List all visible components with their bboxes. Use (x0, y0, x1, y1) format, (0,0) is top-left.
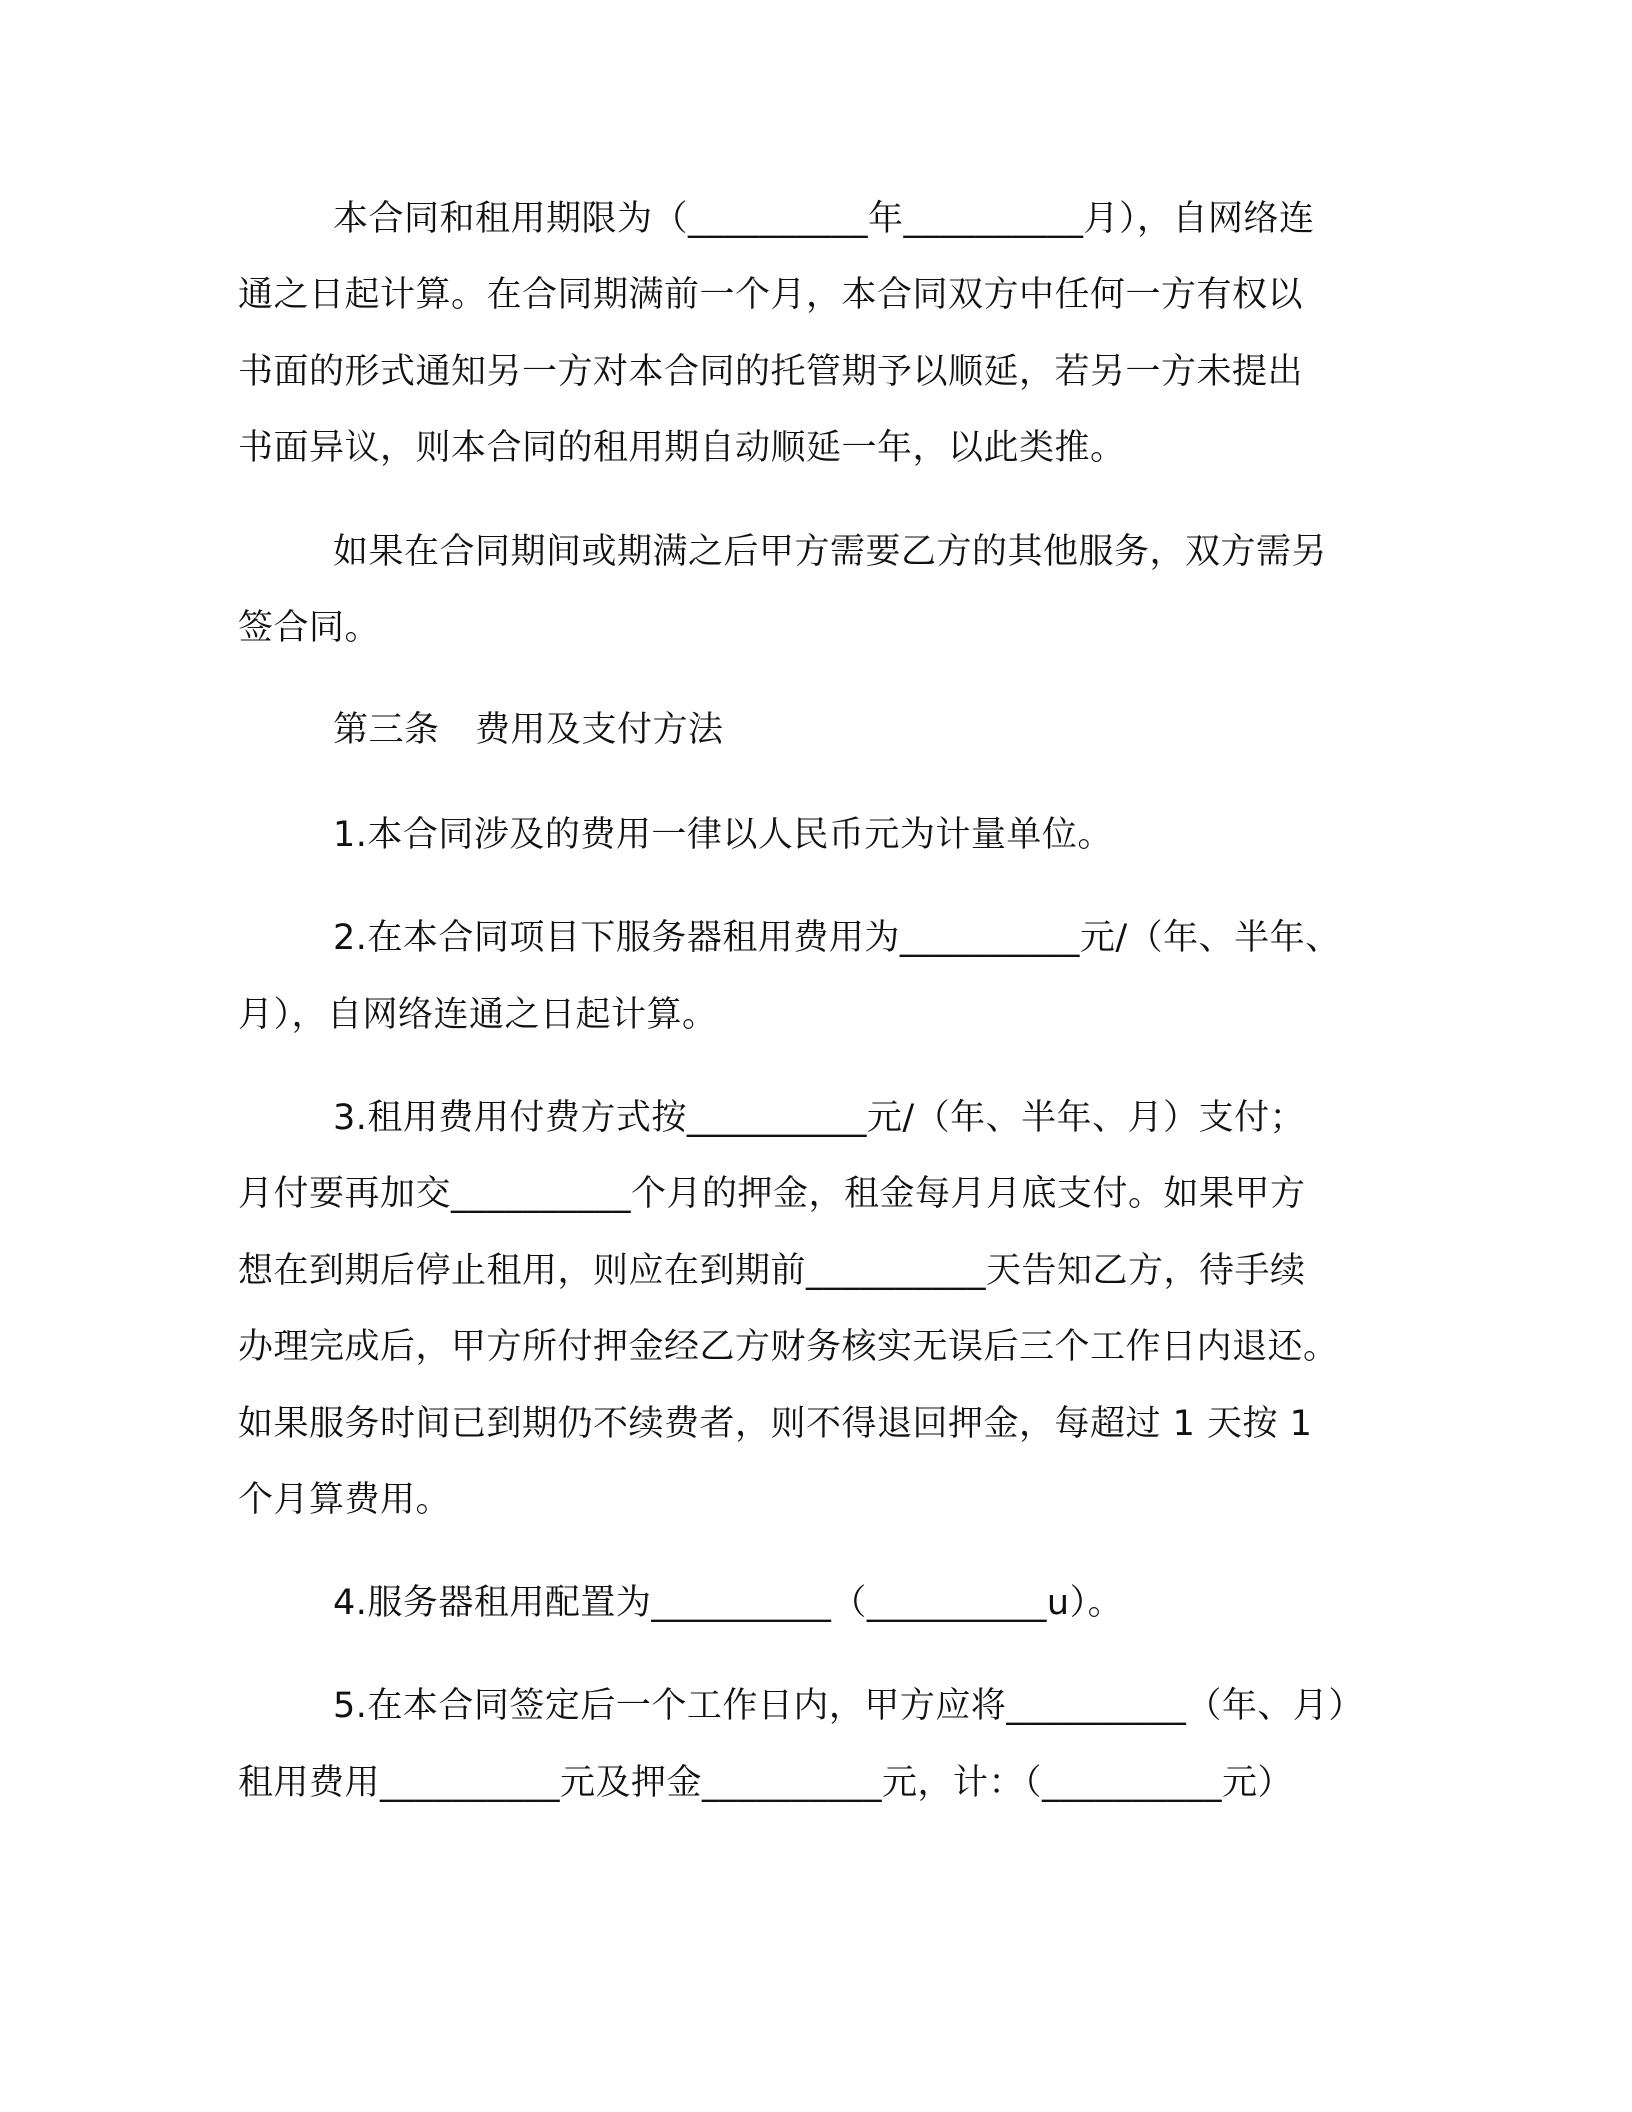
paragraph-line: 租用费用__________元及押金__________元，计：（__________元） (238, 1763, 1294, 1803)
paragraph-line: 个月算费用。 (238, 1480, 452, 1520)
paragraph-line: 签合同。 (238, 608, 381, 648)
paragraph-line: 4.服务器租用配置为__________（__________u）。 (333, 1583, 1124, 1623)
paragraph-line: 如果服务时间已到期仍不续费者，则不得退回押金，每超过 1 天按 1 (238, 1404, 1313, 1444)
section-heading: 第三条 费用及支付方法 (333, 710, 724, 750)
paragraph-line: 通之日起计算。在合同期满前一个月，本合同双方中任何一方有权以 (238, 275, 1304, 315)
paragraph-line: 如果在合同期间或期满之后甲方需要乙方的其他服务，双方需另 (333, 532, 1328, 572)
paragraph-line: 书面异议，则本合同的租用期自动顺延一年，以此类推。 (238, 428, 1126, 468)
paragraph-line: 1.本合同涉及的费用一律以人民币元为计量单位。 (333, 815, 1113, 855)
paragraph-line: 月付要再加交__________个月的押金，租金每月月底支付。如果甲方 (238, 1174, 1306, 1214)
paragraph-line: 本合同和租用期限为（__________年__________月），自网络连 (333, 199, 1315, 239)
paragraph-line: 2.在本合同项目下服务器租用费用为__________元/（年、半年、 (333, 918, 1341, 958)
paragraph-line: 3.租用费用付费方式按__________元/（年、半年、月）支付； (333, 1098, 1306, 1138)
paragraph-line: 5.在本合同签定后一个工作日内，甲方应将__________（年、月） (333, 1686, 1364, 1726)
paragraph-line: 想在到期后停止租用，则应在到期前__________天告知乙方，待手续 (238, 1251, 1306, 1291)
paragraph-line: 月），自网络连通之日起计算。 (238, 995, 718, 1035)
paragraph-line: 办理完成后，甲方所付押金经乙方财务核实无误后三个工作日内退还。 (238, 1327, 1339, 1367)
paragraph-line: 书面的形式通知另一方对本合同的托管期予以顺延，若另一方未提出 (238, 352, 1304, 392)
